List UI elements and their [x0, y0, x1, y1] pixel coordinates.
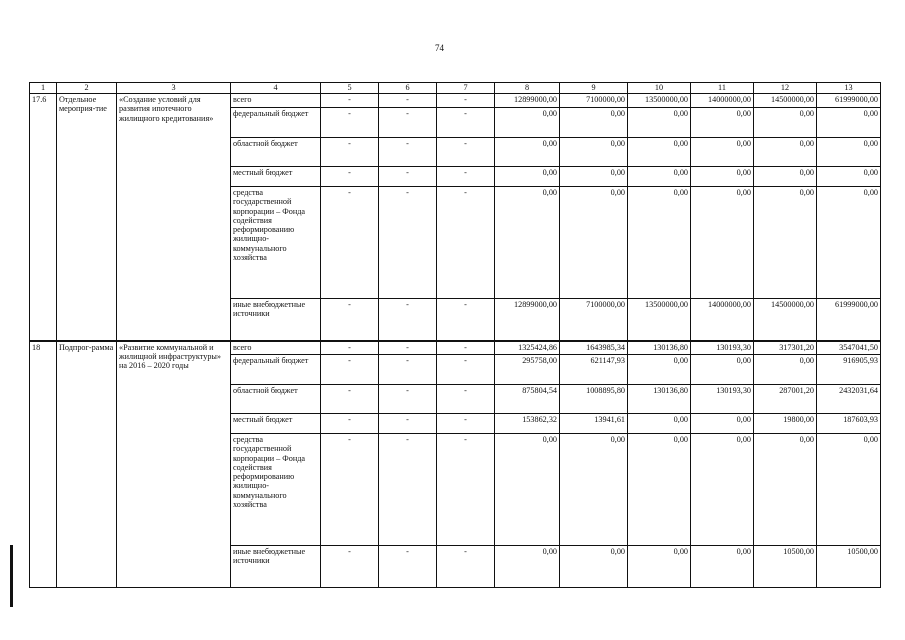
- funding-source: местный бюджет: [231, 414, 321, 434]
- empty-cell: -: [379, 138, 437, 167]
- amount-cell: 0,00: [560, 167, 628, 187]
- empty-cell: -: [321, 341, 379, 355]
- page-number: 74: [435, 43, 444, 53]
- empty-cell: -: [379, 187, 437, 299]
- table-row: [30, 341, 881, 355]
- empty-cell: -: [379, 94, 437, 108]
- amount-cell: 2432031,64: [817, 385, 881, 414]
- amount-cell: 61999000,00: [817, 299, 881, 341]
- funding-source: федеральный бюджет: [231, 108, 321, 138]
- empty-cell: -: [379, 355, 437, 385]
- margin-mark: [10, 545, 13, 607]
- funding-source: областной бюджет: [231, 385, 321, 414]
- empty-cell: -: [437, 94, 495, 108]
- table-row: [30, 94, 881, 108]
- column-number: 3: [117, 83, 231, 94]
- funding-source: всего: [231, 341, 321, 355]
- amount-cell: 130193,30: [691, 341, 754, 355]
- amount-cell: 0,00: [495, 546, 560, 588]
- amount-cell: 0,00: [628, 355, 691, 385]
- column-number: 8: [495, 83, 560, 94]
- amount-cell: 0,00: [628, 546, 691, 588]
- amount-cell: 0,00: [754, 167, 817, 187]
- amount-cell: 10500,00: [817, 546, 881, 588]
- funding-source: иные внебюджетные источники: [231, 546, 321, 588]
- amount-cell: 13500000,00: [628, 94, 691, 108]
- empty-cell: -: [321, 94, 379, 108]
- empty-cell: -: [321, 138, 379, 167]
- amount-cell: 0,00: [495, 434, 560, 546]
- amount-cell: 0,00: [628, 138, 691, 167]
- amount-cell: 130136,80: [628, 341, 691, 355]
- item-name: «Создание условий для развития ипотечного жилищного кредитования»: [117, 94, 231, 341]
- amount-cell: 916905,93: [817, 355, 881, 385]
- amount-cell: 12899000,00: [495, 94, 560, 108]
- amount-cell: 1008895,80: [560, 385, 628, 414]
- amount-cell: 0,00: [754, 108, 817, 138]
- amount-cell: 0,00: [628, 108, 691, 138]
- amount-cell: 295758,00: [495, 355, 560, 385]
- item-type: Отдельное мероприя-тие: [57, 94, 117, 341]
- amount-cell: 0,00: [754, 434, 817, 546]
- amount-cell: 0,00: [560, 546, 628, 588]
- column-number: 2: [57, 83, 117, 94]
- empty-cell: -: [321, 187, 379, 299]
- empty-cell: -: [379, 108, 437, 138]
- empty-cell: -: [437, 434, 495, 546]
- empty-cell: -: [379, 385, 437, 414]
- item-number: 17.6: [30, 94, 57, 341]
- amount-cell: 0,00: [628, 414, 691, 434]
- amount-cell: 287001,20: [754, 385, 817, 414]
- amount-cell: 0,00: [817, 167, 881, 187]
- amount-cell: 130136,80: [628, 385, 691, 414]
- empty-cell: -: [321, 434, 379, 546]
- amount-cell: 0,00: [495, 187, 560, 299]
- column-number: 4: [231, 83, 321, 94]
- column-number: 1: [30, 83, 57, 94]
- amount-cell: 0,00: [628, 434, 691, 546]
- empty-cell: -: [379, 341, 437, 355]
- amount-cell: 0,00: [560, 434, 628, 546]
- amount-cell: 0,00: [691, 355, 754, 385]
- amount-cell: 187603,93: [817, 414, 881, 434]
- empty-cell: -: [437, 187, 495, 299]
- funding-table: [29, 82, 881, 588]
- amount-cell: 0,00: [754, 138, 817, 167]
- empty-cell: -: [321, 299, 379, 341]
- amount-cell: 0,00: [495, 138, 560, 167]
- amount-cell: 7100000,00: [560, 94, 628, 108]
- amount-cell: 0,00: [817, 138, 881, 167]
- funding-source: средства государственной корпорации – Фонда содействия реформированию жилищно-коммунального хозяйства: [231, 434, 321, 546]
- column-number: 9: [560, 83, 628, 94]
- empty-cell: -: [437, 355, 495, 385]
- amount-cell: 12899000,00: [495, 299, 560, 341]
- amount-cell: 0,00: [560, 108, 628, 138]
- item-number: 18: [30, 341, 57, 588]
- column-number: 6: [379, 83, 437, 94]
- amount-cell: 875804,54: [495, 385, 560, 414]
- amount-cell: 0,00: [560, 187, 628, 299]
- amount-cell: 0,00: [628, 167, 691, 187]
- funding-source: федеральный бюджет: [231, 355, 321, 385]
- amount-cell: 0,00: [754, 187, 817, 299]
- amount-cell: 13500000,00: [628, 299, 691, 341]
- empty-cell: -: [321, 167, 379, 187]
- amount-cell: 1643985,34: [560, 341, 628, 355]
- amount-cell: 14000000,00: [691, 94, 754, 108]
- column-number-row: [30, 83, 881, 94]
- amount-cell: 3547041,50: [817, 341, 881, 355]
- column-number: 12: [754, 83, 817, 94]
- funding-source: средства государственной корпорации – Фонда содействия реформированию жилищно-коммунального хозяйства: [231, 187, 321, 299]
- amount-cell: 0,00: [691, 414, 754, 434]
- amount-cell: 0,00: [691, 434, 754, 546]
- funding-source: областной бюджет: [231, 138, 321, 167]
- amount-cell: 0,00: [691, 187, 754, 299]
- funding-source: местный бюджет: [231, 167, 321, 187]
- item-name: «Развитие коммунальной и жилищной инфраструктуры» на 2016 – 2020 годы: [117, 341, 231, 588]
- amount-cell: 0,00: [691, 108, 754, 138]
- empty-cell: -: [437, 138, 495, 167]
- empty-cell: -: [321, 546, 379, 588]
- amount-cell: 0,00: [817, 434, 881, 546]
- amount-cell: 19800,00: [754, 414, 817, 434]
- amount-cell: 153862,32: [495, 414, 560, 434]
- amount-cell: 130193,30: [691, 385, 754, 414]
- empty-cell: -: [437, 167, 495, 187]
- column-number: 5: [321, 83, 379, 94]
- amount-cell: 0,00: [691, 167, 754, 187]
- funding-source: всего: [231, 94, 321, 108]
- empty-cell: -: [379, 414, 437, 434]
- empty-cell: -: [437, 414, 495, 434]
- amount-cell: 0,00: [495, 108, 560, 138]
- amount-cell: 0,00: [817, 108, 881, 138]
- funding-source: иные внебюджетные источники: [231, 299, 321, 341]
- amount-cell: 14500000,00: [754, 94, 817, 108]
- amount-cell: 0,00: [628, 187, 691, 299]
- amount-cell: 0,00: [817, 187, 881, 299]
- empty-cell: -: [321, 385, 379, 414]
- amount-cell: 7100000,00: [560, 299, 628, 341]
- column-number: 13: [817, 83, 881, 94]
- amount-cell: 10500,00: [754, 546, 817, 588]
- empty-cell: -: [379, 299, 437, 341]
- amount-cell: 0,00: [691, 546, 754, 588]
- amount-cell: 317301,20: [754, 341, 817, 355]
- amount-cell: 14500000,00: [754, 299, 817, 341]
- amount-cell: 1325424,86: [495, 341, 560, 355]
- column-number: 7: [437, 83, 495, 94]
- empty-cell: -: [437, 299, 495, 341]
- amount-cell: 61999000,00: [817, 94, 881, 108]
- amount-cell: 0,00: [560, 138, 628, 167]
- empty-cell: -: [321, 355, 379, 385]
- amount-cell: 13941,61: [560, 414, 628, 434]
- empty-cell: -: [379, 167, 437, 187]
- amount-cell: 0,00: [495, 167, 560, 187]
- empty-cell: -: [379, 434, 437, 546]
- amount-cell: 621147,93: [560, 355, 628, 385]
- empty-cell: -: [437, 108, 495, 138]
- empty-cell: -: [321, 414, 379, 434]
- column-number: 10: [628, 83, 691, 94]
- amount-cell: 0,00: [754, 355, 817, 385]
- empty-cell: -: [379, 546, 437, 588]
- amount-cell: 14000000,00: [691, 299, 754, 341]
- item-type: Подпрог-рамма: [57, 341, 117, 588]
- column-number: 11: [691, 83, 754, 94]
- empty-cell: -: [437, 546, 495, 588]
- amount-cell: 0,00: [691, 138, 754, 167]
- empty-cell: -: [321, 108, 379, 138]
- empty-cell: -: [437, 385, 495, 414]
- empty-cell: -: [437, 341, 495, 355]
